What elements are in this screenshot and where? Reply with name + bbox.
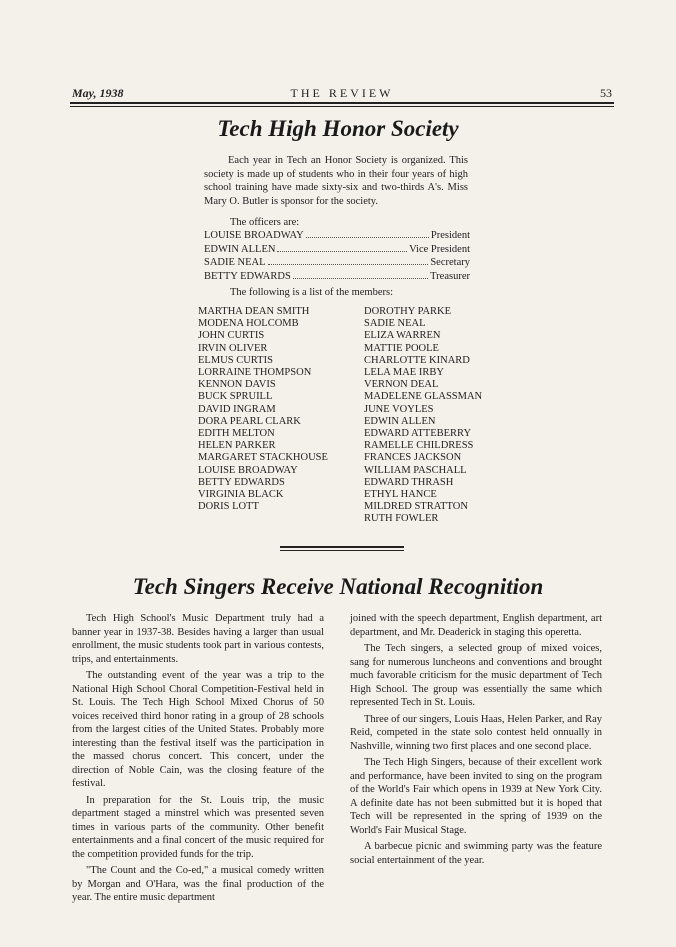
honor-society-heading: Tech High Honor Society — [217, 116, 459, 141]
member-name: LORRAINE THOMPSON — [198, 367, 312, 379]
member-name: EDITH MELTON — [198, 428, 275, 440]
member-name: MODENA HOLCOMB — [198, 318, 299, 330]
member-name: BUCK SPRUILL — [198, 391, 273, 403]
members-column-right — [364, 306, 482, 526]
article-paragraph: In preparation for the St. Louis trip, the music department staged a minstrel which was presented seven times in various parts of the community. Other benefit entertainments and a final concert of the music required for the competition provided funds for the trip. — [72, 794, 324, 860]
publication-title: THE REVIEW — [290, 86, 394, 100]
article-column-right — [350, 612, 602, 870]
officer-name: SADIE NEAL — [204, 257, 266, 268]
member-name: BETTY EDWARDS — [198, 476, 285, 488]
member-name: MATTIE POOLE — [364, 342, 439, 354]
officer-title: Treasurer — [430, 270, 470, 282]
leader-dots — [268, 256, 429, 265]
member-name: ETHYL HANCE — [364, 489, 437, 501]
officer-title: Vice President — [409, 243, 470, 255]
member-name: VERNON DEAL — [364, 379, 439, 391]
member-name: KENNON DAVIS — [198, 379, 276, 391]
officer-name: LOUISE BROADWAY — [204, 230, 304, 241]
article-paragraph: Tech High School's Music Department truly had a banner year in 1937-38. Besides having a larger than usual enrollment, the music students took part in various contests, trips, and entertainments. — [72, 613, 324, 665]
officers-list — [204, 229, 470, 283]
article-paragraph: joined with the speech department, English department, art department, and Mr. Deaderick in staging this operetta. — [350, 613, 602, 638]
section-divider — [280, 546, 404, 548]
article-paragraph: A barbecue picnic and swimming party was the feature social entertainment of the year. — [350, 841, 602, 866]
officers-label: The officers are: — [230, 217, 300, 228]
officer-row — [204, 256, 470, 270]
header-rule-thin — [70, 106, 614, 107]
member-name: EDWARD THRASH — [364, 476, 454, 488]
officer-name: EDWIN ALLEN — [204, 243, 276, 255]
article-paragraph: The Tech singers, a selected group of mixed voices, sang for numerous luncheons and conventions and brought much favorable criticism for the music department of Tech High School. The group was essentially the same which represented Tech in St. Louis. — [350, 643, 602, 708]
member-name: JOHN CURTIS — [198, 330, 265, 342]
section-divider-thin — [280, 550, 404, 551]
article-paragraph: The Tech High Singers, because of their excellent work and performance, have been invited to sing on the program of the World's Fair which opens in 1939 at New York City. A definite date has not been submitted but it is hoped that Tech will be represented in the spring of 1939 on the World's Fair Musical Stage. — [350, 757, 602, 836]
honor-intro — [204, 154, 468, 208]
officer-row — [204, 270, 470, 284]
member-name: SADIE NEAL — [364, 318, 426, 330]
member-name: DORA PEARL CLARK — [198, 415, 301, 427]
members-label: The following is a list of the members: — [230, 287, 394, 298]
member-name: DOROTHY PARKE — [364, 306, 452, 317]
members-column-left — [198, 306, 328, 513]
honor-intro-paragraph: Each year in Tech an Honor Society is organized. This society is made up of students who in their four years of high school training have made sixty-six and two-thirds A's. Miss Mary O. Butler is sponsor for the society. — [204, 155, 468, 207]
leader-dots — [293, 270, 428, 279]
member-name: WILLIAM PASCHALL — [364, 464, 467, 476]
leader-dots — [306, 229, 429, 238]
leader-dots — [277, 243, 407, 252]
member-name: MADELENE GLASSMAN — [364, 391, 483, 403]
member-name: EDWIN ALLEN — [364, 415, 436, 427]
member-name: MARGARET STACKHOUSE — [198, 452, 328, 464]
member-name: EDWARD ATTEBERRY — [364, 428, 472, 440]
article-paragraph: "The Count and the Co-ed," a musical comedy written by Morgan and O'Hara, was the final production of the year. The entire music department — [72, 865, 324, 903]
member-name: DORIS LOTT — [198, 501, 259, 513]
member-name: LOUISE BROADWAY — [198, 464, 298, 476]
member-name: ELMUS CURTIS — [198, 354, 273, 366]
member-name: MILDRED STRATTON — [364, 501, 468, 513]
header-rule — [70, 102, 614, 104]
member-name: ELIZA WARREN — [364, 330, 441, 342]
member-name: CHARLOTTE KINARD — [364, 354, 470, 366]
member-name: JUNE VOYLES — [364, 403, 434, 415]
issue-date: May, 1938 — [72, 86, 124, 100]
article-column-left — [72, 612, 324, 908]
member-name: RAMELLE CHILDRESS — [364, 440, 474, 452]
member-name: HELEN PARKER — [198, 440, 276, 452]
singers-heading: Tech Singers Receive National Recognition — [132, 574, 544, 599]
article-paragraph: Three of our singers, Louis Haas, Helen Parker, and Ray Reid, competed in the state solo contest held onnually in Nashville, winning two first places and one second place. — [350, 713, 602, 752]
member-name: RUTH FOWLER — [364, 513, 439, 525]
officer-title: Secretary — [430, 257, 470, 268]
member-name: IRVIN OLIVER — [198, 342, 268, 354]
member-name: VIRGINIA BLACK — [198, 489, 284, 501]
officer-row — [204, 229, 470, 243]
article-paragraph: The outstanding event of the year was a trip to the National High School Choral Competition-Festival held in St. Louis. The Tech High School Mixed Chorus of 50 voices received third honor rating in a group of 28 schools from the largest cities of the United States. Probably more interesting than the festival itself was the participation in the massed chorus concert. This concert, under the direction of Noble Cain, was the closing feature of the festival. — [72, 670, 324, 789]
member-name: LELA MAE IRBY — [364, 367, 444, 379]
officer-row — [204, 243, 470, 257]
member-name: DAVID INGRAM — [198, 403, 276, 415]
officer-title: President — [430, 230, 470, 241]
member-name: FRANCES JACKSON — [364, 452, 462, 464]
member-name: MARTHA DEAN SMITH — [198, 306, 310, 317]
officer-name: BETTY EDWARDS — [204, 270, 291, 282]
page-number: 53 — [600, 86, 612, 100]
